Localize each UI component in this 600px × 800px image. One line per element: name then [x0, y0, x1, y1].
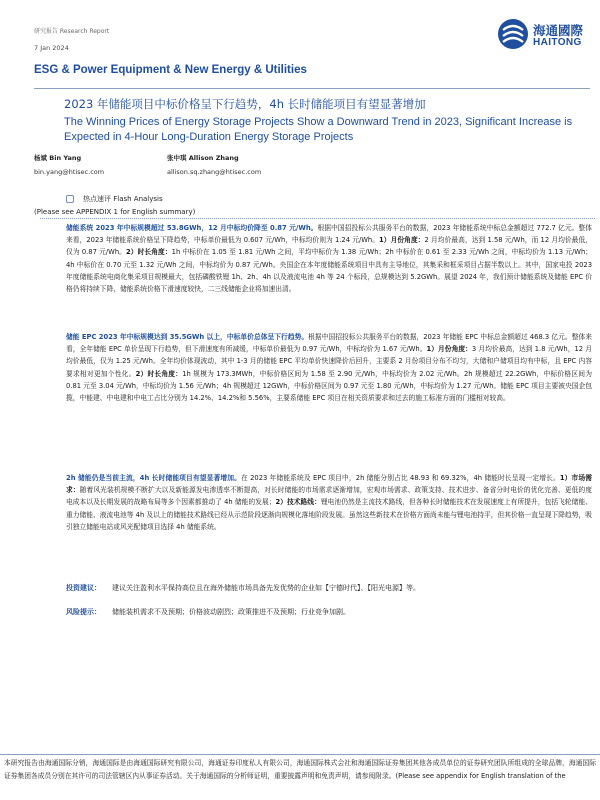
report-title-en: The Winning Prices of Energy Storage Projects Show a Downward Trend in 2023, Significant Increase is Expected in 4-Hour Long-Duration Energy Storage Projects	[64, 116, 573, 143]
haitong-logo	[497, 16, 589, 52]
logo-english-text: HAITONG	[533, 37, 582, 48]
paragraph-text: 随着风光装机规模不断扩大以及新能源发电渗透率不断提高，对长时储能的市场需求逐渐增加，宏观市场需求、政策支持、技术进步、备省分时电价的优化完善、更低的度电成本以及长期发展的战略布局等多个因素都推动了 4h 储能的发展；	[66, 486, 592, 507]
paragraph-text: 1h 规模为 173.3MWh，中标价格区间为 1.58 至 2.90 元/Wh，中标均价为 2.02 元/Wh。2h 规模超过 22.2GWh，中标价格区间为 0.81 元至 3.04 元/Wh，中标均价为 1.56 元/Wh；4h 规模超过 12GWh，中标价格区间为 0.97 元至 1.80 元/Wh，中标均价为 1.27 元/Wh。储能 EPC 项目主要被央国企包揽，中能建、中电建和中电工占比分别为 14.2%、14.2%和 5.56%，主要系储能 EPC 项目在相关资质要求和过去的施工标准方面的门槛相对较高。	[66, 369, 592, 403]
paragraph-duration-trend	[66, 472, 592, 533]
paragraph-subhead: 2）时长角度：	[135, 369, 183, 378]
sector-title: ESG & Power Equipment & New Energy & Utilities	[34, 64, 307, 76]
paragraph-text: 1h 中标价在 1.05 至 1.81 元/Wh 之间，平均中标价为 1.38 元/Wh；2h 中标价在 0.61 至 2.33 元/Wh 之间，中标均价为 1.13 元/Wh；4h 中标价在 0.70 元至 1.32 元/Wh 之间，中标均价为 0.87 元/Wh。央国企在本年度储能系统项目中具有主导地位，其集采和框采项目占据半数以上。其中，国家电投 2023 年度储能系统电商化集采项目规模最大，包括磷酸铁锂 1h、2h、4h 以及液流电池 4h 等 24 个标段，总规模达到 5.2GWh。展望 2024 年，我们预计储能系统及储能 EPC 价格仍将持续下降，储能系统价格下滑速度较快，二三线储能企业将加速出清。	[66, 248, 592, 294]
analyst-name: 杨斌 Bin Yang	[34, 154, 82, 162]
paragraph-subhead: 2）时长角度：	[126, 248, 172, 257]
analyst-name: 张中琪 Allison Zhang	[167, 154, 239, 162]
header-divider	[34, 88, 590, 89]
paragraph-lead: 2h 储能仍是当前主流，4h 长时储能项目有望显著增加。	[66, 474, 241, 482]
paragraph-text: 在 2023 年储能系统及 EPC 项目中，2h 储能分别占比 48.93 和 69.32%，4h 储能时长呈现一定增长。	[240, 474, 560, 482]
paragraph-lead: 储能系统 2023 年中标规模超过 53.8GWh，12 月中标均价降至 0.87 元/Wh。	[66, 224, 318, 232]
paragraph-text: 3 月均价最高，达到 1.8 元/Wh，12 月均价最低，仅为 1.25 元/Wh。全年均价体现波动，其中 1-3 月的储能 EPC 平均单价快速降价后回升，主要系 2 月份项目分布不均匀，大储和户储项目均有中标，且 EPC 内容要求相对更加个性化。	[66, 345, 592, 378]
analyst-card	[34, 153, 104, 176]
paragraph-subhead: 2）技术路线：	[275, 498, 321, 507]
flash-analysis-icon	[66, 195, 74, 203]
risk-warning	[66, 607, 350, 617]
investment-advice	[66, 583, 420, 593]
paragraph-system-prices	[66, 222, 592, 295]
risk-text: 储能装机需求不及预期；价格波动剧烈；政策推进不及预期；行业竞争加剧。	[112, 608, 350, 616]
disclaimer-footer: 本研究报告由海通国际分销，海通国际是由海通国际研究有限公司，海通证券印度私人有限公司，海通国际株式会社和海通国际证券集团其他各成员单位的证券研究团队所组成的全球品牌，海通国际证券集团各成员分别在其许可的司法管辖区内从事证券活动。关于海通国际的分析师证明，重要披露声明和免责声明，请参阅附录。(Please see appendix for English translation of the	[4, 759, 596, 780]
report-header	[34, 26, 109, 52]
paragraph-text: 2 月均价最高，达到 1.58 元/Wh，而 12 月均价最低，仅为 0.87 元/Wh。	[66, 236, 593, 257]
flash-analysis-label: 热点速评 Flash Analysis	[83, 195, 163, 203]
haitong-logo-icon	[497, 18, 529, 50]
paragraph-epc-prices	[66, 331, 592, 404]
logo-chinese-text: 海通國際	[533, 23, 584, 38]
investment-text: 建议关注盈利水平保持高位且在海外储能市场具备先发优势的企业如【宁德时代】、【阳光电源】等。	[112, 584, 420, 592]
section-divider	[40, 218, 595, 219]
paragraph-lead: 储能 EPC 2023 年中标规模达到 35.5GWh 以上，中标单价总体呈下行趋势。	[66, 333, 309, 341]
paragraph-text: 锂电池仍然是主流技术路线，但各种长时储能技术在发展速度上有所提升，包括飞轮储能、重力储能、液流电池等 4h 及以上的储能技术路线已经从示范阶段逐渐向规模化落地阶段发展。虽然这些新技术在价格方面尚未能与锂电池持平，但其价格一直呈现下降趋势，吸引独立储能电站或风光配储项目选择 4h 储能系统。	[66, 498, 592, 531]
analyst-card	[167, 153, 261, 176]
report-date: 7 Jan 2024	[34, 44, 69, 52]
paragraph-subhead: 1）月份角度：	[426, 345, 472, 354]
paragraph-subhead: 1）月份角度：	[379, 236, 425, 245]
risk-label: 风险提示：	[66, 608, 101, 616]
analyst-email[interactable]: allison.sq.zhang@htisec.com	[167, 168, 262, 176]
footer-divider	[0, 754, 600, 755]
paragraph-text: 根据中国招投标公共服务平台的数据，2023 年储能 EPC 中标总金额超过 468.3 亿元。整体来看，全年储能 EPC 单价呈现下行趋势，但下滑速度有所减缓，中标单价最低为 0.97 元/Wh，中标均价为 1.67 元/Wh。	[66, 333, 592, 354]
investment-label: 投资建议：	[66, 584, 101, 592]
appendix-note: (Please see APPENDIX 1 for English summary)	[34, 208, 196, 216]
report-title-cn: 2023 年储能项目中标价格呈下行趋势，4h 长时储能项目有望显著增加	[64, 97, 426, 111]
paragraph-text: 根据中国招投标公共服务平台的数据，2023 年储能系统中标总金额超过 772.7 亿元。整体来看，2023 年储能系统价格呈下降趋势，中标单价最低为 0.607 元/Wh，中标均价则为 1.24 元/Wh。	[66, 224, 592, 245]
analyst-email[interactable]: bin.yang@htisec.com	[34, 168, 105, 176]
paragraph-subhead: 1）市场需求：	[66, 474, 593, 495]
report-type-label: 研究报告 Research Report	[34, 28, 110, 35]
